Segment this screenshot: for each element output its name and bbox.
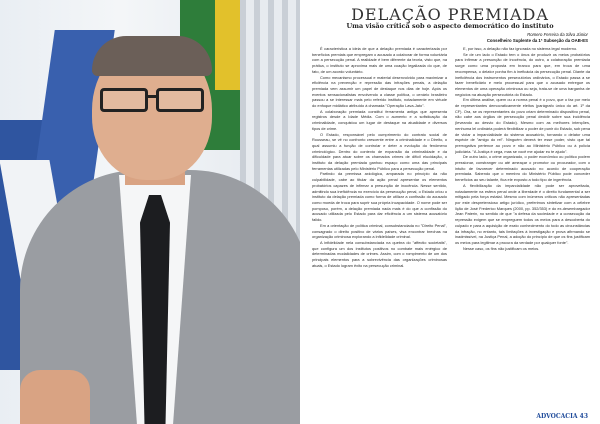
- paragraph: Nesse caso, os fins não justificam os meios.: [463, 245, 540, 251]
- article-columns: [312, 46, 590, 402]
- paragraph: Se de um lado o Estado tem o ônus de produzir os meios probatórios para infirmar a presunção de inocência, do outro, a colaboração premiada surge como uma proposta em branco para que, em troca de uma recompensa, o delator ponha fim à ineficácia da persecução penal. Diante da ineficiência dos instrumentos persecutórios ordinários, o Estado passa a se fazer beneficiário e meio processual para que o acusado entregue os elementos de uma operação criminosa ou seja, trata-se de uma barganha de negócios na atuação persecutória do Estado.: [455, 51, 590, 97]
- article-subtitle: Uma visão crítica sob o aspecto democrático do instituto: [346, 22, 554, 30]
- hand: [20, 370, 90, 424]
- column-right: [455, 46, 590, 402]
- hair: [92, 36, 212, 76]
- column-left: [312, 46, 447, 402]
- glasses-lens-right: [156, 88, 204, 112]
- necktie: [140, 195, 170, 424]
- author-name: Romero Ferreira da Silva Júnior: [527, 32, 588, 37]
- paragraph: A flexibilização da imparcialidade não pode ser aproveitada, notadamente na esfera penal onde a liberdade é o direito fundamental a ser mitigado pela força estatal. Mesmo com inúmeros críticos não apresentadas por este despretensioso artigo jurídico, preferimos sintetizar com a célebre lição de José Frederico Marques (2000, pp. 352/353) e do ex-desembargador Jean Paterin, no sentido de que "a defesa da sociedade e a consecução da repressão exigem que se empreguem todos os meios para a descoberta do culpado e para a aquisição de exato conhecimento do todo as circunstâncias da infração, no entanto, tais limitações à investigação e prova afirmando se inadmissível, na Justiça Penal, a adoção do princípio de que os fins justificam os meios para legitimar a procura da verdade por qualquer fonte".: [455, 182, 590, 245]
- article-title: DELAÇÃO PREMIADA: [351, 5, 549, 24]
- paragraph: E, por isso, a delação não faz ignorada no sistema legal moderno.: [463, 46, 578, 51]
- magazine-name: ADVOCACIA: [536, 413, 578, 420]
- paragraph: De outro lado, o crime organizado, o poder econômico ou político podem pressionar, constranger ou até ameaçar o promotor ou procurador, com o intuito de favorecer determinado acusado no acordo de cooperação premiada. Sabendo que o membro do Ministério Público pode conceder benefícios ao seu talante, fica ele exposto a todo tipo de ingerência.: [455, 154, 590, 183]
- paragraph: A infidelidade nela consubstanciada na quebra do "affectio societatis", que configura um dos institutos positivos no combate mais enérgico de determinadas modalidades de crimes. Assim, com o rompimento de um dos principais elementos para a sobrevivência das organizações criminosas atuais, o Estado logram êxito na persecução criminal.: [312, 239, 447, 268]
- author-block: [487, 32, 588, 43]
- paragraph: Como mecanismo processual e material desenvolvido para maximizar a eficiência na prevenção e repressão das infrações penais, a delação premiada vem assumir um papel de destaque nos dias de hoje. Após os eventos sensacionalistas envolvendo a classe política, o cenário brasileiro passou a se interessar mais pelo referido instituto, notadamente em virtude do enfoque midiático atribuído à chamada "Operação Lava-Jato".: [312, 74, 447, 109]
- paragraph: Partindo da premissa axiológica, amparada no princípio da não culpabilidade, cabe ao titular da ação penal apresentar os elementos probatórios capazes de infirmar a presunção de inocência. Nesse sentido, admitindo sua ineficiência no exercício da persecução penal, o Estado criou o instituto da delação premiada como forma de utilizar a confissão do acusado como moeda de troca para suprir sua própria incapacidade. O nome pode ser pomposo, porém, a delação premiada nada mais é do que a confissão do acusado utilizada pelo Estado para dar eficiência a um sistema acusatório falido.: [312, 171, 447, 223]
- glasses-icon: [100, 88, 204, 108]
- glasses-lens-left: [100, 88, 148, 112]
- page-footer: [536, 413, 588, 420]
- paragraph: A colaboração premiada constitui ferramenta antiga que apresenta registros desde a Idade Média. Com o aumento e a sofisticação da criminalidade, conquistou um lugar de destaque na atualidade e diversos tipos de crime.: [312, 108, 447, 131]
- page-number: 43: [579, 413, 588, 420]
- paragraph: Em a orientação de política criminal, consubstanciada no "Direito Penal", consagrado o direito positivo de vários países, visa encontrar brechas na organização criminosa explorando a infidelidade criminal.: [312, 222, 447, 240]
- paragraph: O Estado, responsável pelo cumprimento do contrato social de Rousseau, se vê no confronto crescente entre a criminalidade e o Direito, o qual assumiu a função de controlar e deter a evolução do fenômeno criminológico. Dentro do contexto de expansão da criminalidade e da dificuldade para atuar sobre os chamados crimes de difícil elucidação, o instituto da delação premiada ganhou espaço como uma das principais ferramentas utilizadas pelo Ministério Público para a persecução penal.: [312, 131, 447, 171]
- paragraph: Em última análise, quem ou a norma penal é o povo, que o faz por meio de representantes democraticamente eleitos (parágrafo único do art. 1º da CF). Ora, se os representantes do povo criam determinado dispositivo penal, não cabe aos órgãos de persecução penal decidir sobre sua incidência (leveando ao desvio do Estado). Mesmo com as melhores intenções, nenhuma lei ordinária poderá flexibilizar o poder de punir do Estado, sob pena de violar a imparcialidade do sistema acusatório, tornando o delator uma espécie de "amigo do rei". Ninguém deverá ter esse poder, visto que tal prerrogativa pertence ao povo e não ao Ministério Público ou à polícia judiciária. "A Justiça é cega, mas se você me ajudar eu te ajudo".: [455, 97, 590, 154]
- article-page: [300, 0, 600, 424]
- author-role: Conselheiro Suplente da 1ª Subseção da OAB-ES: [486, 37, 588, 43]
- paragraph: É característica a ideia de que a delação premiada é caracterizada por benefícios premiais que empregam o acusado a colaborar de forma voluntária com a persecução penal. A realidade é bem diferente da teoria, visto que, na prática, o instituto se aproxima mais de uma coação legalizada do que, de fato, de um acordo voluntário.: [312, 46, 447, 74]
